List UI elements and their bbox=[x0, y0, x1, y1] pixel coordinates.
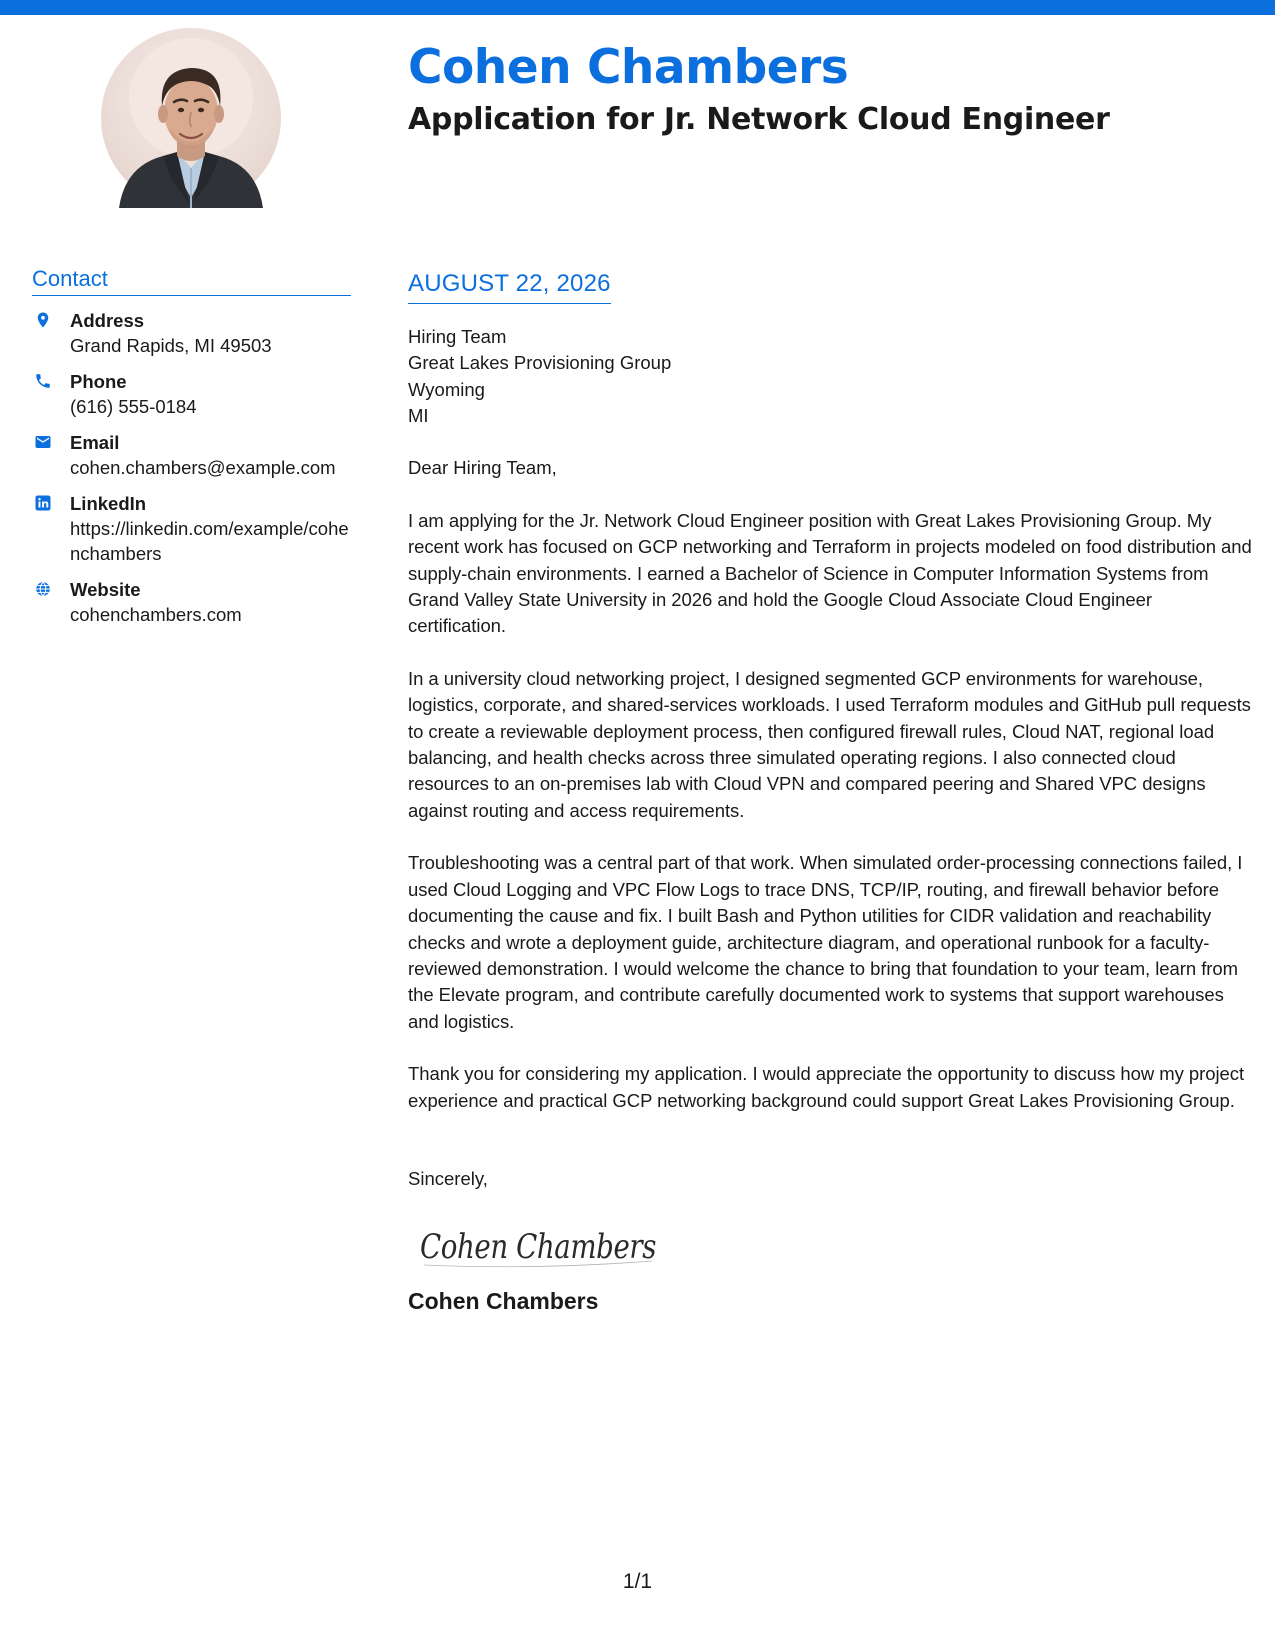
contact-label: Email bbox=[70, 432, 120, 454]
contact-label: LinkedIn bbox=[70, 493, 147, 515]
contact-item-phone bbox=[32, 369, 351, 419]
page-number: 1/1 bbox=[622, 1570, 653, 1593]
contact-heading: Contact bbox=[32, 266, 351, 296]
application-subtitle: Application for Jr. Network Cloud Engineer bbox=[408, 102, 1110, 137]
recipient-block bbox=[408, 324, 1253, 430]
letter-paragraph: Thank you for considering my application. I would appreciate the opportunity to discuss how my project experience and practical GCP networking background could support Great Lakes Provisioning Group. bbox=[408, 1063, 1245, 1111]
recipient-line: Great Lakes Provisioning Group bbox=[408, 352, 672, 374]
letter-date: AUGUST 22, 2026 bbox=[408, 270, 611, 304]
contact-item-email bbox=[32, 430, 351, 480]
letter-paragraph: In a university cloud networking project, I designed segmented GCP environments for warehouse, logistics, corporate, and shared-services workloads. I used Terraform modules and GitHub pull requests to create a reviewable deployment process, then configured firewall rules, Cloud NAT, regional load balancing, and health checks across three simulated operating regions. I also connected cloud resources to an on-premises lab with Cloud VPN and compared peering and Shared VPC designs against routing and access requirements. bbox=[408, 667, 1251, 821]
phone-value[interactable]: (616) 555-0184 bbox=[70, 396, 197, 418]
contact-item-linkedin bbox=[32, 491, 351, 566]
contact-list bbox=[32, 308, 351, 627]
contact-label: Address bbox=[70, 310, 145, 332]
recipient-line: Wyoming bbox=[408, 378, 485, 400]
signer-name: Cohen Chambers bbox=[408, 1288, 599, 1315]
email-value[interactable]: cohen.chambers@example.com bbox=[70, 457, 336, 479]
contact-item-website bbox=[32, 577, 351, 627]
svg-text:Cohen Chambers: Cohen Chambers bbox=[420, 1227, 657, 1268]
contact-sidebar bbox=[32, 266, 351, 638]
contact-item-address bbox=[32, 308, 351, 358]
top-accent-bar bbox=[0, 0, 1275, 15]
handwritten-signature bbox=[416, 1218, 676, 1274]
salutation: Dear Hiring Team, bbox=[408, 457, 557, 479]
email-icon bbox=[32, 431, 54, 453]
website-value[interactable]: cohenchambers.com bbox=[70, 604, 242, 626]
contact-label: Phone bbox=[70, 371, 127, 393]
profile-photo bbox=[101, 28, 281, 208]
phone-icon bbox=[32, 370, 54, 392]
applicant-name: Cohen Chambers bbox=[408, 40, 849, 95]
letter-paragraph: Troubleshooting was a central part of that work. When simulated order-processing connections failed, I used Cloud Logging and VPC Flow Logs to trace DNS, TCP/IP, routing, and firewall behavior before documenting the cause and fix. I built Bash and Python utilities for CIDR validation and reachability checks and wrote a deployment guide, architecture diagram, and operational runbook for a faculty-reviewed demonstration. I would welcome the chance to bring that foundation to your team, learn from the Elevate program, and contribute carefully documented work to systems that support warehouses and logistics. bbox=[408, 852, 1243, 1032]
letter-body bbox=[408, 270, 1253, 1316]
letter-paragraph: I am applying for the Jr. Network Cloud Engineer position with Great Lakes Provisioning Group. My recent work has focused on GCP networking and Terraform in projects modeled on food distribution and supply-chain environments. I earned a Bachelor of Science in Computer Information Systems from Grand Valley State University in 2026 and hold the Google Cloud Associate Cloud Engineer certification. bbox=[408, 509, 1252, 637]
linkedin-icon bbox=[32, 492, 54, 514]
linkedin-value[interactable]: https://linkedin.com/example/cohenchambers bbox=[70, 518, 349, 565]
recipient-line: Hiring Team bbox=[408, 325, 507, 347]
profile-photo-illustration bbox=[101, 28, 281, 208]
recipient-line: MI bbox=[408, 405, 429, 427]
contact-label: Website bbox=[70, 579, 141, 601]
closing: Sincerely, bbox=[408, 1167, 488, 1189]
location-pin-icon bbox=[32, 309, 54, 331]
address-value: Grand Rapids, MI 49503 bbox=[70, 335, 272, 357]
globe-icon bbox=[32, 578, 54, 600]
